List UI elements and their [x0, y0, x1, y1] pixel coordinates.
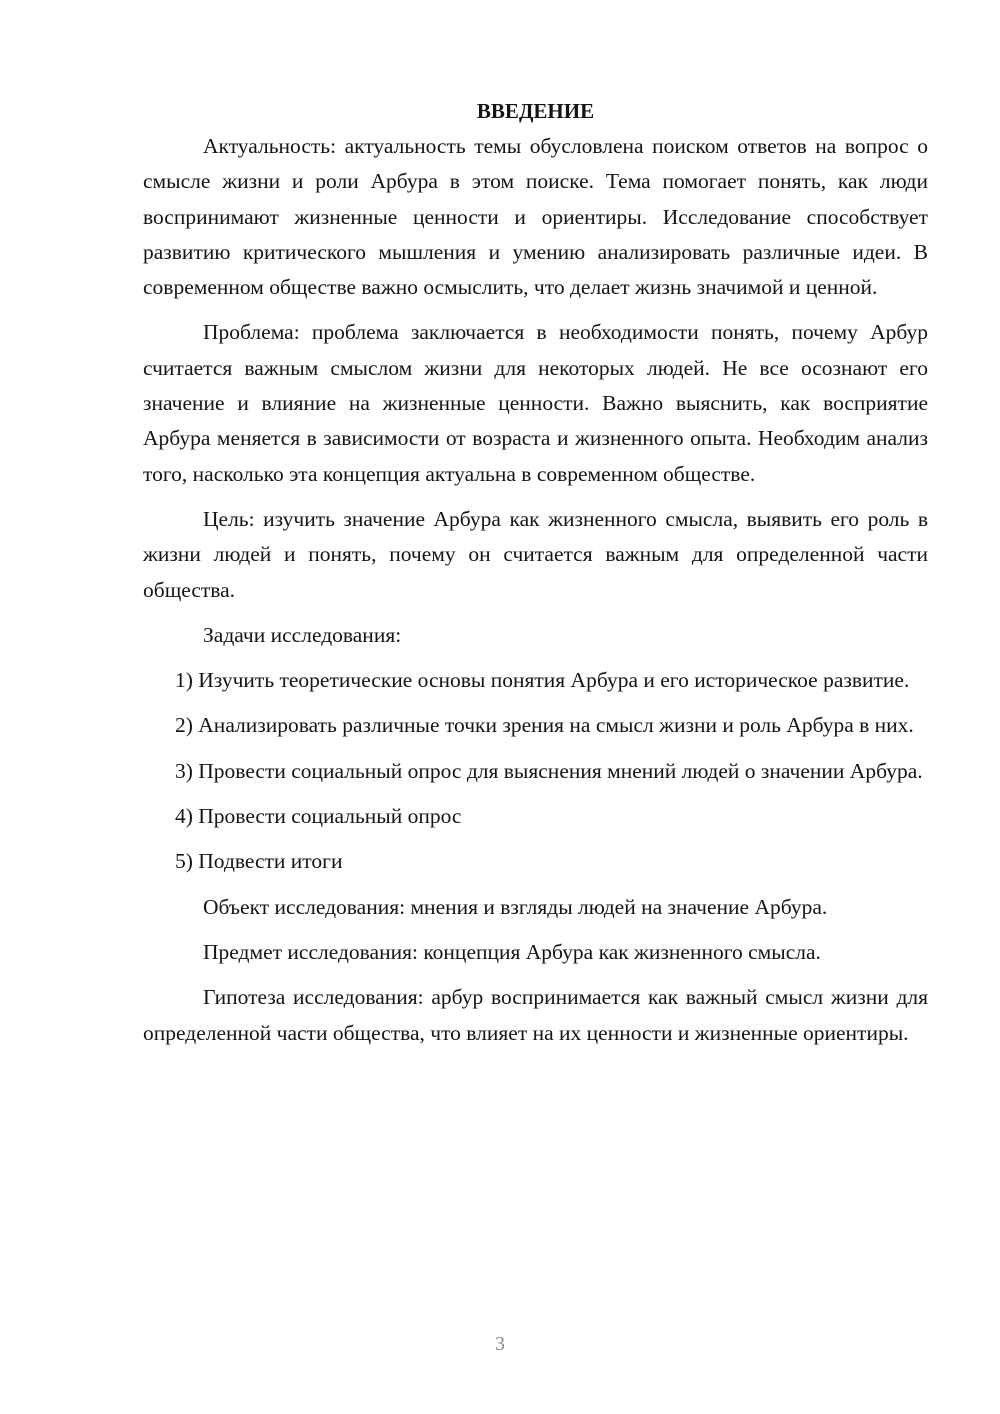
- task-item-3: 3) Провести социальный опрос для выяснения мнений людей о значении Арбура.: [175, 758, 923, 783]
- subject-paragraph: Предмет исследования: концепция Арбура как жизненного смысла.: [203, 939, 821, 964]
- task-item-4: 4) Провести социальный опрос: [175, 804, 462, 829]
- task-item-5: 5) Подвести итоги: [175, 849, 343, 874]
- task-item-1: 1) Изучить теоретические основы понятия Арбура и его историческое развитие.: [175, 668, 910, 693]
- section-title: ВВЕДЕНИЕ: [476, 99, 595, 123]
- hypothesis-paragraph: Гипотеза исследования: арбур воспринимается как важный смысл жизни для определенной части общества, что влияет на их ценности и жизненные ориентиры.: [143, 985, 928, 1045]
- goal-paragraph: Цель: изучить значение Арбура как жизненного смысла, выявить его роль в жизни людей и понять, почему он считается важным для определенной части общества.: [143, 506, 928, 602]
- relevance-paragraph: Актуальность: актуальность темы обусловлена поиском ответов на вопрос о смысле жизни и роли Арбура в этом поиске. Тема помогает понять, как люди воспринимают жизненные ценности и ориентиры. Исследование способствует развитию критического мышления и умению анализировать различные идеи. В современном обществе важно осмыслить, что делает жизнь значимой и ценной.: [143, 134, 928, 300]
- object-paragraph: Объект исследования: мнения и взгляды людей на значение Арбура.: [203, 894, 828, 919]
- document-page: [143, 96, 928, 1061]
- page-number: 3: [495, 1333, 505, 1355]
- problem-paragraph: Проблема: проблема заключается в необходимости понять, почему Арбур считается важным смыслом жизни для некоторых людей. Не все осознают его значение и влияние на жизненные ценности. Важно выяснить, как восприятие Арбура меняется в зависимости от возраста и жизненного опыта. Необходим анализ того, насколько эта концепция актуальна в современном обществе.: [143, 320, 928, 486]
- tasks-heading: Задачи исследования:: [203, 622, 402, 647]
- task-item-2: 2) Анализировать различные точки зрения на смысл жизни и роль Арбура в них.: [175, 713, 914, 738]
